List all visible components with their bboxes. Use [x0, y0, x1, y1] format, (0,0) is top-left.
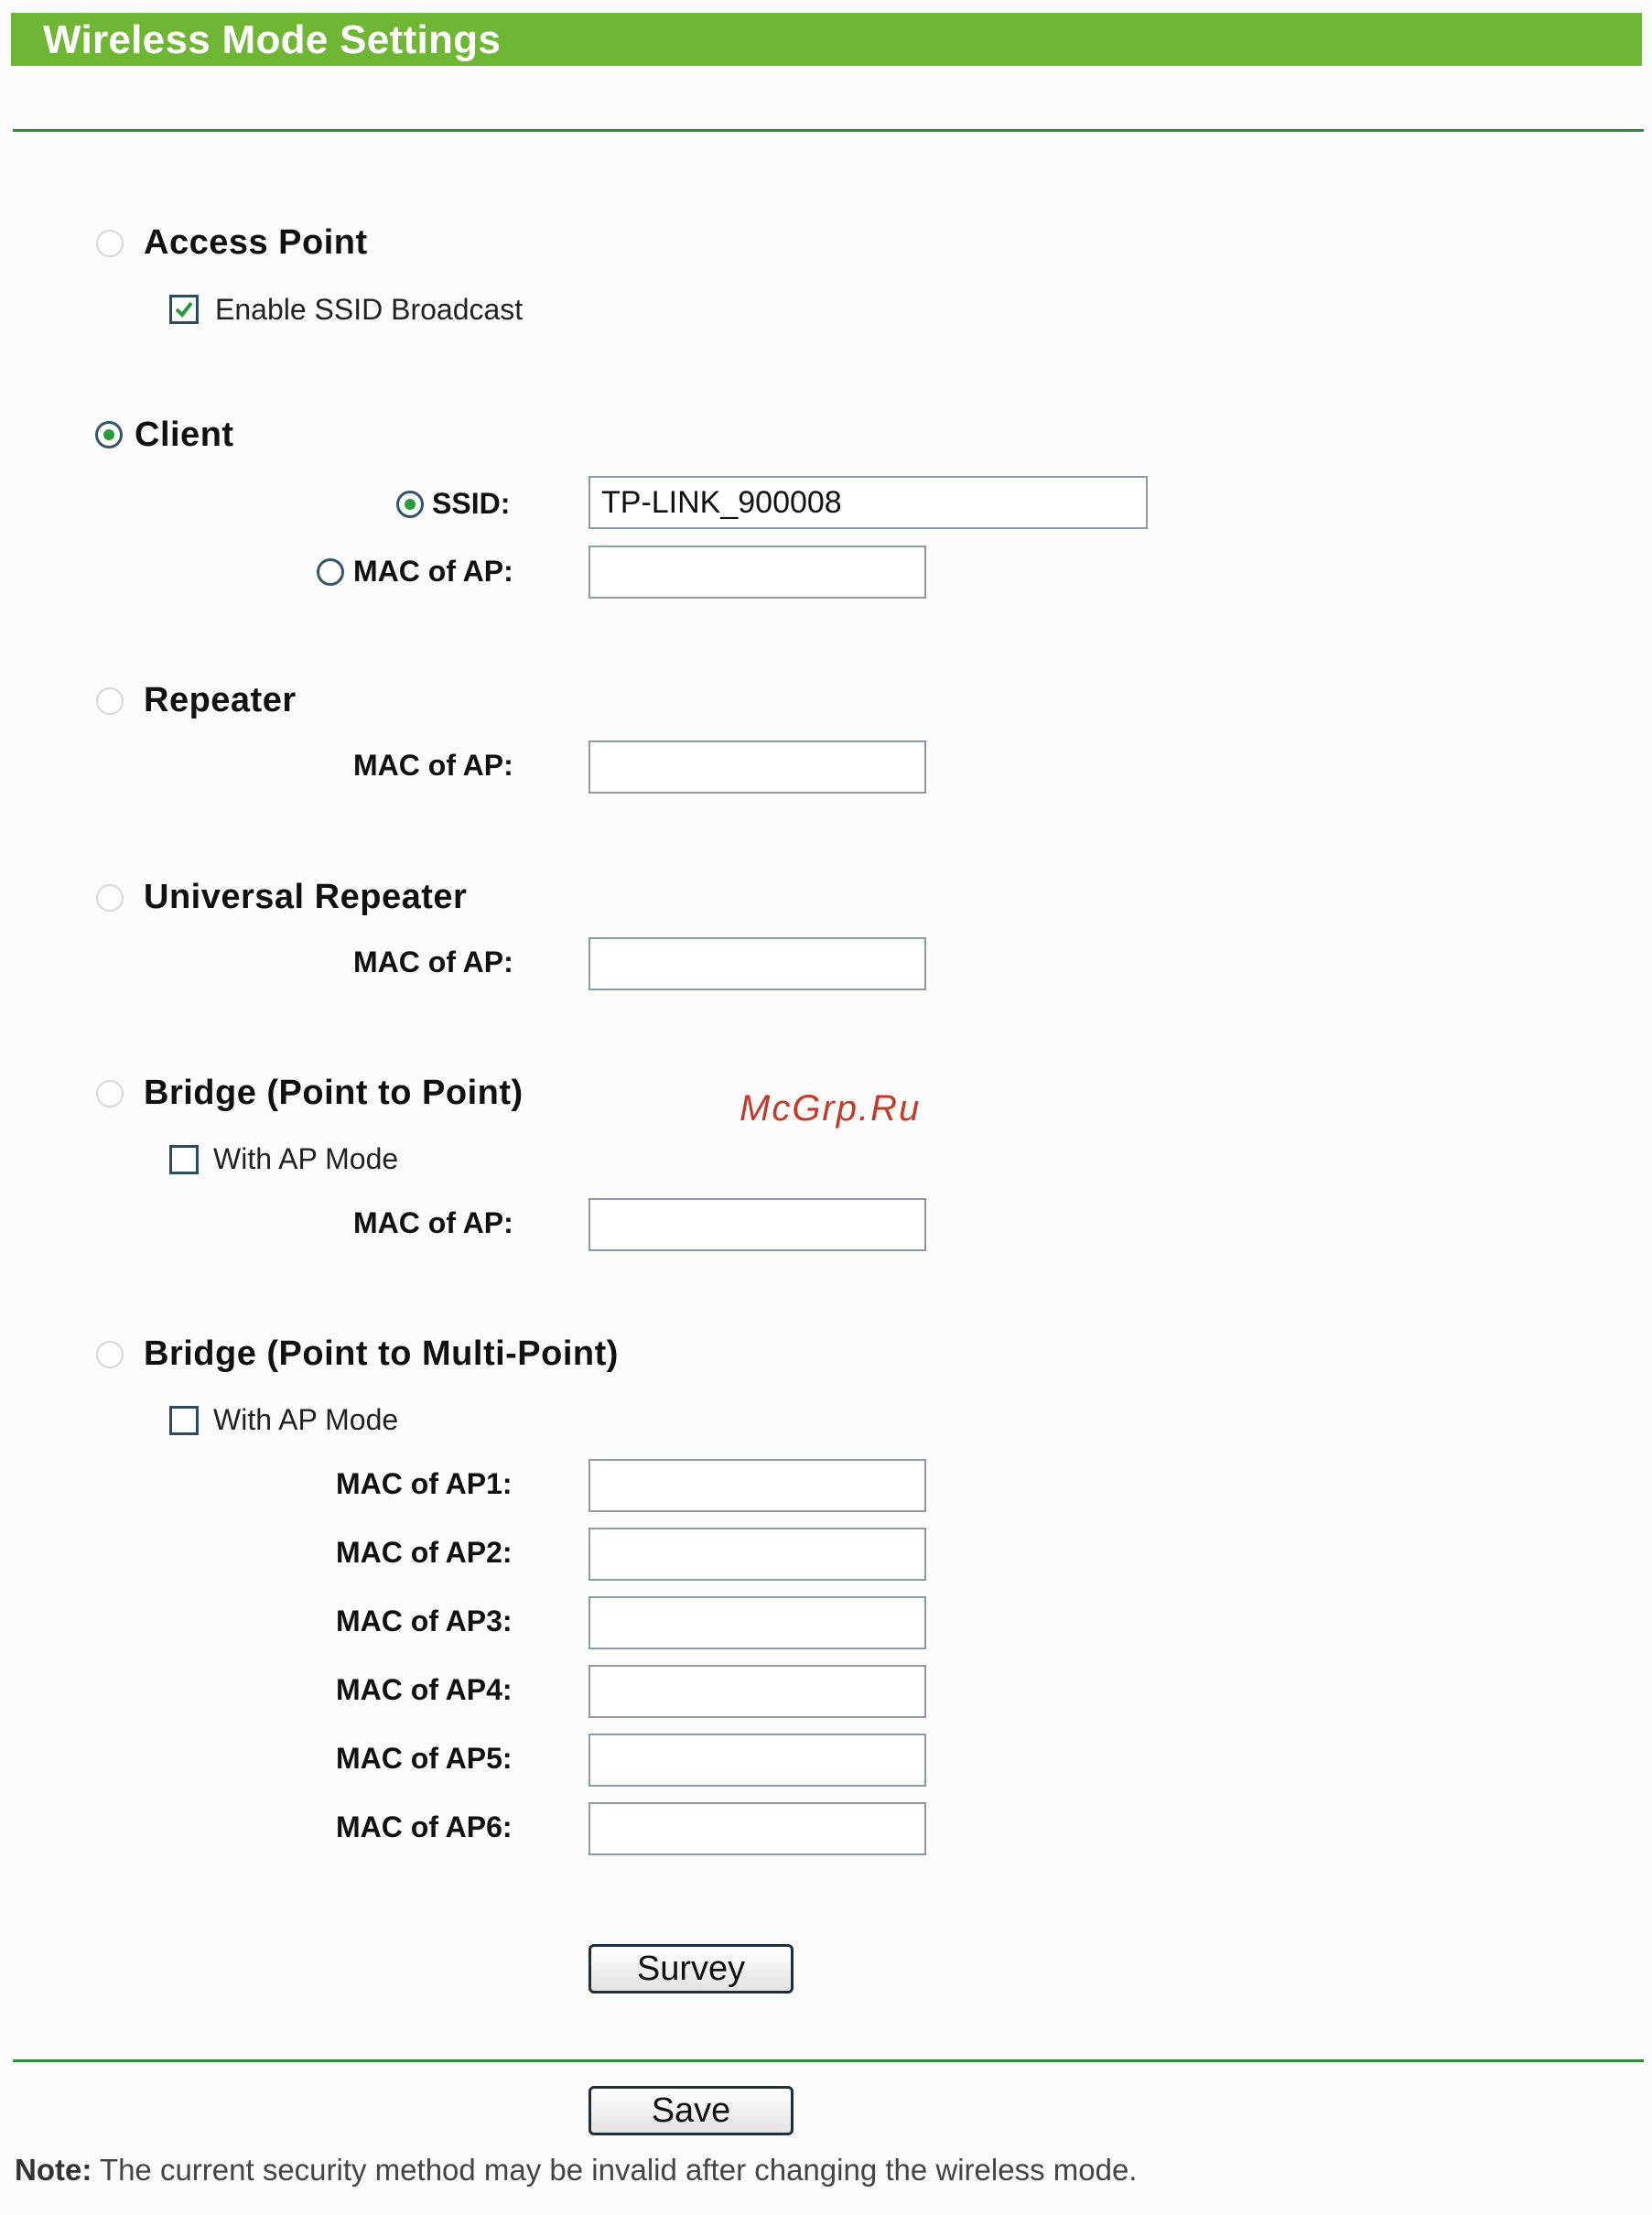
access-point-radio[interactable] [96, 230, 124, 257]
bridge-ptmp-with-ap-mode-label: With AP Mode [213, 1403, 399, 1436]
survey-button[interactable]: Survey [588, 1944, 794, 1994]
bridge-ptmp-mac6-label: MAC of AP6: [336, 1810, 513, 1843]
bridge-ptp-with-ap-mode-checkbox[interactable] [169, 1145, 199, 1174]
universal-repeater-mac-label: MAC of AP: [353, 945, 513, 978]
client-mac-input[interactable] [588, 546, 926, 599]
universal-repeater-mac-input[interactable] [588, 937, 926, 990]
client-mac-radio[interactable] [317, 558, 344, 586]
enable-ssid-broadcast-label: Enable SSID Broadcast [215, 293, 524, 326]
enable-ssid-broadcast-checkbox[interactable] [169, 295, 199, 324]
bridge-ptmp-mac3-label: MAC of AP3: [336, 1605, 513, 1637]
top-divider [13, 129, 1644, 132]
bridge-ptmp-mac5-label: MAC of AP5: [336, 1742, 513, 1775]
bridge-ptmp-mac2-input[interactable] [588, 1528, 926, 1581]
note-text: The current security method may be invalid after changing the wireless mode. [99, 2153, 1138, 2187]
bridge-ptmp-mac2-label: MAC of AP2: [336, 1536, 513, 1569]
bridge-ptmp-mac6-input[interactable] [588, 1802, 926, 1855]
bridge-ptp-label: Bridge (Point to Point) [144, 1074, 524, 1112]
radio-selected-dot [405, 499, 416, 510]
client-radio[interactable] [95, 421, 123, 448]
bridge-ptmp-mac3-input[interactable] [588, 1596, 926, 1649]
bridge-ptmp-label: Bridge (Point to Multi-Point) [144, 1334, 619, 1373]
bridge-ptmp-mac1-input[interactable] [588, 1459, 926, 1512]
client-ssid-radio[interactable] [396, 491, 424, 518]
universal-repeater-radio[interactable] [96, 884, 124, 912]
note [15, 2155, 1137, 2185]
repeater-radio[interactable] [96, 687, 124, 715]
bridge-ptp-radio[interactable] [96, 1080, 124, 1108]
repeater-mac-label: MAC of AP: [353, 749, 513, 782]
bridge-ptp-mac-input[interactable] [588, 1198, 926, 1251]
client-ssid-label: SSID: [432, 487, 511, 520]
bridge-ptp-mac-label: MAC of AP: [353, 1206, 513, 1239]
watermark: McGrp.Ru [740, 1088, 922, 1129]
bridge-ptmp-mac5-input[interactable] [588, 1734, 926, 1787]
bridge-ptmp-radio[interactable] [96, 1341, 124, 1368]
client-mac-label: MAC of AP: [353, 555, 513, 588]
page-title: Wireless Mode Settings [43, 17, 502, 62]
client-label: Client [135, 416, 234, 454]
bridge-ptmp-mac4-input[interactable] [588, 1665, 926, 1718]
bridge-ptmp-mac4-label: MAC of AP4: [336, 1673, 513, 1706]
checkmark-icon [174, 299, 194, 319]
title-bar [11, 13, 1642, 66]
repeater-mac-input[interactable] [588, 740, 926, 794]
save-button[interactable]: Save [588, 2086, 794, 2135]
repeater-label: Repeater [144, 681, 297, 719]
access-point-label: Access Point [144, 223, 368, 262]
bridge-ptp-with-ap-mode-label: With AP Mode [213, 1142, 399, 1175]
bridge-ptmp-with-ap-mode-checkbox[interactable] [169, 1406, 199, 1435]
note-prefix: Note: [15, 2153, 92, 2187]
bottom-divider [13, 2059, 1644, 2062]
radio-selected-dot [103, 429, 114, 440]
client-ssid-input[interactable] [588, 476, 1148, 529]
universal-repeater-label: Universal Repeater [144, 878, 468, 916]
bridge-ptmp-mac1-label: MAC of AP1: [336, 1467, 513, 1500]
